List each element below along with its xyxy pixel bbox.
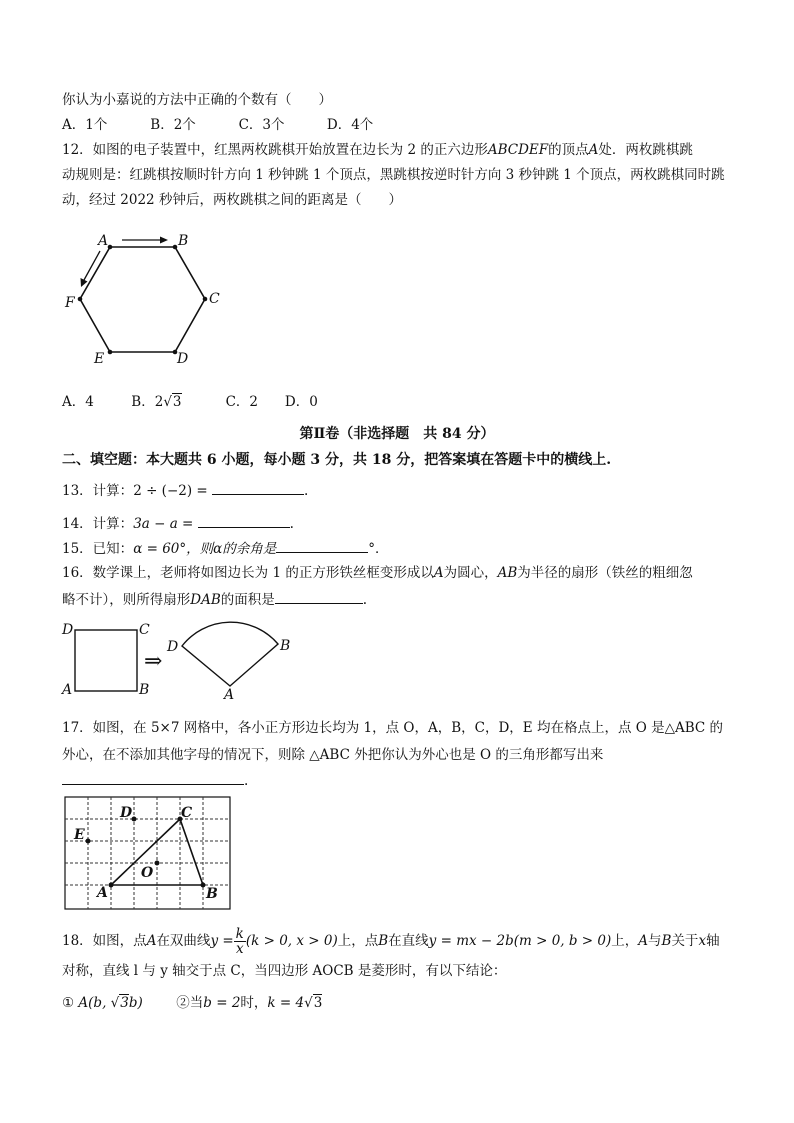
svg-text:B: B	[139, 682, 150, 698]
section2-heading: 二、填空题：本大题共 6 小题，每小题 3 分，共 18 分，把答案填在答题卡中的横线上.	[62, 452, 612, 468]
svg-text:B: B	[206, 886, 218, 902]
svg-text:D: D	[120, 805, 133, 821]
vertex-label-e: E	[94, 351, 105, 367]
svg-text:D: D	[62, 622, 74, 638]
q13: 13．计算：2 ÷ (−2) = .	[62, 480, 308, 501]
q11-stem: 你认为小嘉说的方法中正确的个数有（ ）	[62, 92, 332, 108]
q18-conclusion-2: ②当b = 2时，k = 4√3	[176, 995, 323, 1011]
q18-conclusion-1: ① A(b, √3b)	[62, 995, 143, 1011]
q17-line1: 17．如图，在 5×7 网格中，各小正方形边长均为 1，点 O，A，B，C，D，E 均在格点上，点 O 是△ABC 的	[62, 720, 724, 736]
q12-line3: 动，经过 2022 秒钟后，两枚跳棋之间的距离是（ ）	[62, 192, 402, 208]
q12-line1: 12．如图的电子装置中，红黑两枚跳棋开始放置在边长为 2 的正六边形ABCDEF的顶点A处．两枚跳棋跳	[62, 142, 693, 158]
q17-line3: .	[62, 770, 248, 791]
vertex-label-f: F	[65, 295, 75, 311]
q12-option-c: C．2	[225, 394, 259, 410]
q12-option-b: B．2√3	[131, 394, 182, 410]
vertex-label-a: A	[98, 233, 109, 249]
q18-line1: 18．如图，点A在双曲线y = $\frac{k}{x}$ (k > 0, x > 0)上，点B在直线y = mx − 2b(m > 0, b > 0)上，A与B关于x轴	[62, 926, 720, 957]
q11-options	[62, 115, 373, 135]
svg-text:D: D	[167, 639, 179, 655]
transform-arrow: ⇒	[144, 649, 163, 674]
q14: 14．计算：3a − a = .	[62, 513, 294, 534]
vertex-label-d: D	[177, 351, 189, 367]
q12-option-a: A．4	[62, 394, 94, 410]
svg-text:A: A	[97, 885, 108, 901]
counterclockwise-arrow	[84, 251, 100, 280]
svg-text:B: B	[280, 638, 291, 654]
hyperbola-fraction: $\frac{k}{x}$	[235, 926, 244, 957]
hexagon-figure	[60, 225, 230, 365]
vertex-label-c: C	[209, 291, 220, 307]
sector-shape	[182, 622, 278, 686]
q18-line2: 对称，直线 l 与 y 轴交于点 C，当四边形 AOCB 是菱形时，有以下结论：	[62, 963, 507, 979]
q16-line2: 略不计），则所得扇形DAB的面积是 .	[62, 589, 367, 610]
q12-option-d: D．0	[284, 394, 318, 410]
q11-option-a: A．1个	[62, 117, 108, 133]
svg-text:A: A	[62, 682, 73, 698]
q11-option-d: D．4个	[326, 117, 374, 133]
svg-text:O: O	[141, 865, 154, 881]
q15-answer-blank	[276, 538, 368, 553]
q18-conclusions	[62, 993, 322, 1013]
svg-text:C: C	[139, 622, 150, 638]
q14-answer-blank	[198, 513, 290, 528]
q13-answer-blank	[212, 480, 304, 495]
q11-option-b: B．2个	[150, 117, 196, 133]
hexagon-shape	[80, 247, 205, 352]
q15: 15．已知：α = 60°，则α的余角是 °．	[62, 538, 389, 559]
q17-line2: 外心，在不添加其他字母的情况下，则除 △ABC 外把你认为外心也是 O 的三角形都写出来	[62, 747, 604, 763]
svg-text:C: C	[181, 805, 193, 821]
part2-title: 第Ⅱ卷（非选择题 共 84 分）	[299, 426, 495, 442]
square-to-sector-figure	[60, 618, 310, 703]
q11-option-c: C．3个	[238, 117, 285, 133]
q16-line1: 16．数学课上，老师将如图边长为 1 的正方形铁丝框变形成以A为圆心，AB为半径的扇形（铁丝的粗细忽	[62, 565, 693, 581]
q17-answer-blank	[62, 770, 244, 785]
square-shape	[75, 630, 137, 691]
svg-text:A: A	[224, 687, 235, 703]
grid-figure	[63, 795, 233, 912]
q16-answer-blank	[275, 589, 363, 604]
svg-text:E: E	[74, 827, 85, 843]
q12-line2: 动规则是：红跳棋按顺时针方向 1 秒钟跳 1 个顶点，黑跳棋按逆时针方向 3 秒钟跳 1 个顶点，两枚跳棋同时跳	[62, 167, 725, 183]
q12-options	[62, 392, 318, 412]
vertex-label-b: B	[178, 233, 189, 249]
